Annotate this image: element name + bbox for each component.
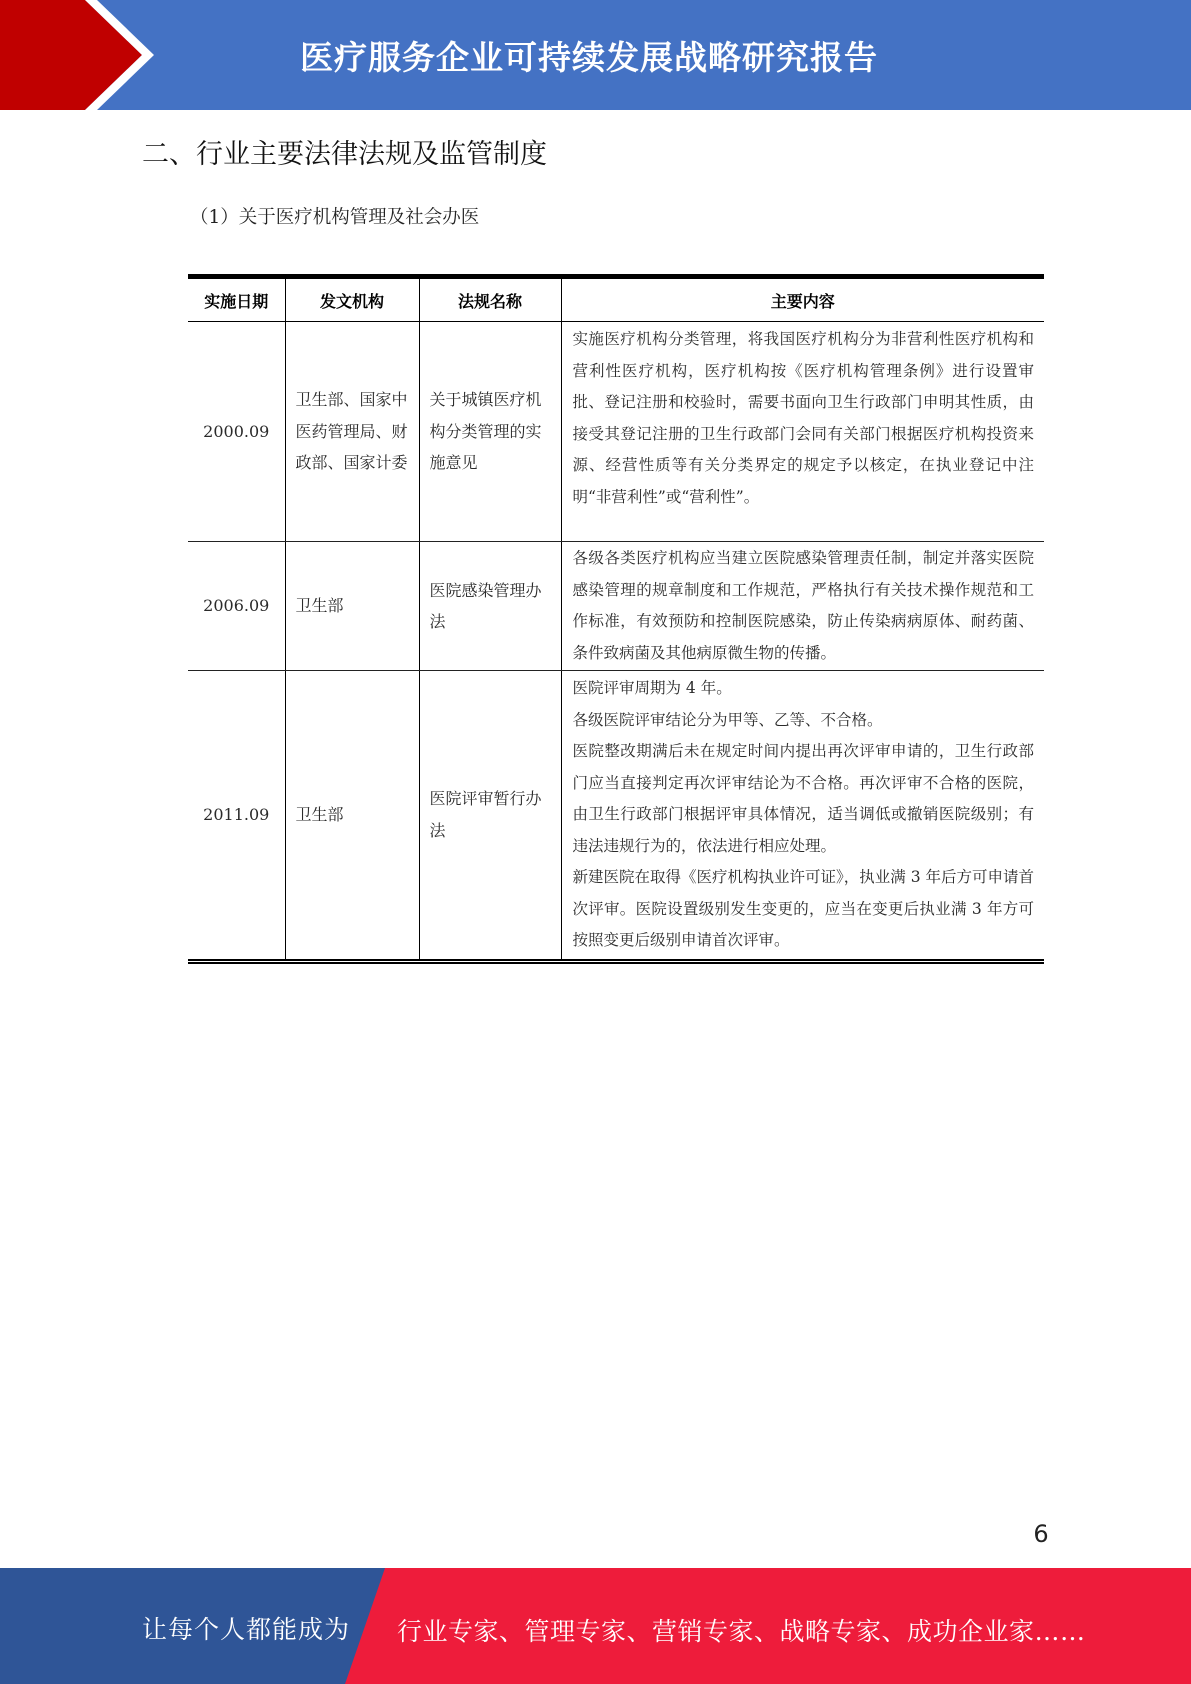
header-date: 实施日期 xyxy=(188,277,285,322)
regulation-table xyxy=(188,274,1044,964)
table-header-row xyxy=(188,277,1044,322)
content-paragraph: 各级医院评审结论分为甲等、乙等、不合格。 xyxy=(572,710,883,729)
cell-org: 卫生部、国家中医药管理局、财政部、国家计委 xyxy=(285,322,419,542)
header-org: 发文机构 xyxy=(285,277,419,322)
section-heading: 二、行业主要法律法规及监管制度 xyxy=(142,139,547,170)
table-row xyxy=(188,542,1044,671)
cell-law-name: 医院感染管理办法 xyxy=(419,542,561,671)
content-paragraph: 各级各类医疗机构应当建立医院感染管理责任制，制定并落实医院感染管理的规章制度和工作规范，严格执行有关技术操作规范和工作标准，有效预防和控制医院感染，防止传染病病原体、耐药菌、条件致病菌及其他病原微生物的传播。 xyxy=(572,549,1034,662)
footer-slogan-left: 让每个人都能成为 xyxy=(142,1615,351,1644)
cell-org: 卫生部 xyxy=(285,542,419,671)
content-paragraph: 医院评审周期为 4 年。 xyxy=(572,679,732,697)
content-paragraph: 实施医疗机构分类管理，将我国医疗机构分为非营利性医疗机构和营利性医疗机构，医疗机构按《医疗机构管理条例》进行设置审批、登记注册和校验时，需要书面向卫生行政部门申明其性质，由接受其登记注册的卫生行政部门会同有关部门根据医疗机构投资来源、经营性质等有关分类界定的规定予以核定，在执业登记中注明“非营利性”或“营利性”。 xyxy=(572,330,1034,506)
content-paragraph: 医院整改期满后未在规定时间内提出再次评审申请的，卫生行政部门应当直接判定再次评审结论为不合格。再次评审不合格的医院，由卫生行政部门根据评审具体情况，适当调低或撤销医院级别；有违法违规行为的，依法进行相应处理。 xyxy=(572,742,1034,855)
cell-date: 2011.09 xyxy=(203,805,270,824)
cell-content xyxy=(561,322,1044,542)
report-title: 医疗服务企业可持续发展战略研究报告 xyxy=(300,37,878,77)
content-paragraph: 新建医院在取得《医疗机构执业许可证》，执业满 3 年后方可申请首次评审。医院设置级别发生变更的，应当在变更后执业满 3 年方可按照变更后级别申请首次评审。 xyxy=(572,868,1034,949)
cell-content xyxy=(561,671,1044,962)
cell-org: 卫生部 xyxy=(285,671,419,962)
cell-date: 2006.09 xyxy=(188,542,285,671)
cell-law-name: 医院评审暂行办法 xyxy=(419,671,561,962)
cell-content xyxy=(561,542,1044,671)
cell-date: 2000.09 xyxy=(188,322,285,542)
header-content: 主要内容 xyxy=(561,277,1044,322)
cell-law-name: 关于城镇医疗机构分类管理的实施意见 xyxy=(419,322,561,542)
footer-slogan-right: 行业专家、管理专家、营销专家、战略专家、成功企业家…… xyxy=(397,1617,1086,1646)
table-row xyxy=(188,671,1044,962)
table-row xyxy=(188,322,1044,542)
page-number: 6 xyxy=(1033,1520,1049,1548)
header-name: 法规名称 xyxy=(419,277,561,322)
sub-heading: （1）关于医疗机构管理及社会办医 xyxy=(190,207,480,228)
